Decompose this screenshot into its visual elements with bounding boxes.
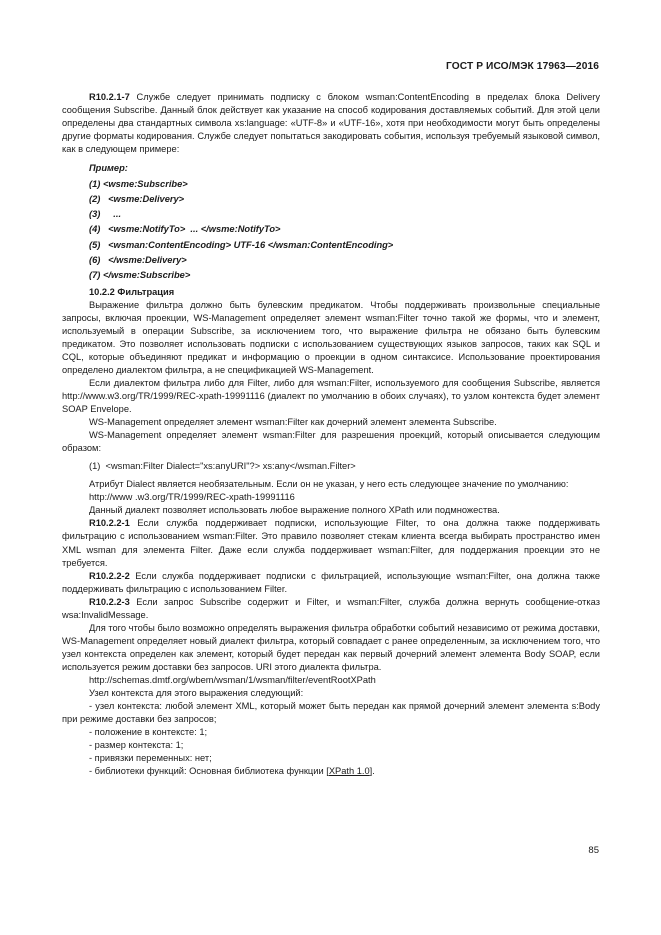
paragraph-r10-2-2-2 [62, 570, 600, 596]
example-line: (2) <wsme:Delivery> [89, 193, 185, 204]
list-item: - привязки переменных: нет; [89, 753, 212, 764]
paragraph-filter-projection: WS-Management определяет элемент wsman:Filter для разрешения проекций, который описывается следующим образом: [62, 430, 600, 454]
paragraph-filter-expression: Выражение фильтра должно быть булевским предикатом. Чтобы поддерживать произвольные специальные запросы, включая проекции, WS-Management определяет элемент wsman:Filter точно такой же формы, что и элемент, используемый в операции Subscribe, за исключением того, что выражение фильтра не обязано быть булевским предикатом. Это позволяет использовать подписки с использованием существующих языков запросов, таких как SQL и CQL, которые объединяют предикат и информацию о проекции в одном синтаксисе. Использование проектирования определено диалектом фильтра, а не спецификацией WS-Management. [62, 299, 600, 375]
document-header: ГОСТ Р ИСО/МЭК 17963—2016 [446, 61, 599, 72]
list-item: - положение в контексте: 1; [89, 727, 208, 738]
paragraph-dialect-xpath: Данный диалект позволяет использовать любое выражение полного XPath или подмножества. [89, 505, 500, 516]
section-heading: 10.2.2 Фильтрация [89, 286, 175, 297]
url-event-root-xpath: http://schemas.dmtf.org/wbem/wsman/1/wsman/filter/eventRootXPath [89, 674, 376, 685]
example-line: (3) ... [89, 209, 122, 220]
example-line: (6) </wsme:Delivery> [89, 255, 187, 266]
list-item [62, 765, 600, 778]
paragraph-text: Если служба поддерживает подписки, использующие Filter, то она должна также поддерживать фильтрацию с использованием wsman:Filter. Это правило позволяет стекам клиента всегда выбирать пространство имен XML wsman для элемента Filter. Даже если служба поддерживает wsman:Filter, для поддержания проекции это не требуется. [62, 518, 600, 568]
example-line: (5) <wsman:ContentEncoding> UTF-16 </wsman:ContentEncoding> [89, 239, 394, 250]
list-item: - узел контекста: любой элемент XML, который может быть передан как прямой дочерний элемент элемента s:Body при режиме доставки без запросов; [62, 701, 600, 725]
example-label: Пример: [89, 163, 128, 174]
paragraph-filter-child: WS-Management определяет элемент wsman:Filter как дочерний элемент элемента Subscribe. [89, 417, 497, 428]
paragraph-r10-2-2-1 [62, 517, 600, 569]
paragraph-r10-2-1-7 [62, 91, 600, 156]
list-item-text: ]. [369, 766, 375, 777]
example-line: (4) <wsme:NotifyTo> ... </wsme:NotifyTo> [89, 224, 281, 235]
requirement-ref: R10.2.2-2 [89, 570, 130, 581]
example-line: (1) <wsme:Subscribe> [89, 178, 188, 189]
paragraph-text: Если служба поддерживает подписки с фильтрацией, использующие wsman:Filter, она должна также поддерживать фильтрацию с использованием Filter. [62, 570, 600, 594]
example-line: (7) </wsme:Subscribe> [89, 270, 191, 281]
paragraph-text: Если запрос Subscribe содержит и Filter, и wsman:Filter, служба должна вернуть сообщение-отказ wsa:InvalidMessage. [62, 596, 600, 620]
code-filter: (1) <wsman:Filter Dialect="xs:anyURI"?> xs:any</wsman.Filter> [89, 461, 356, 472]
paragraph-event-dialect: Для того чтобы было возможно определять выражения фильтра обработки событий независимо от режима доставки, WS-Management определяет новый диалект фильтра, который совпадает с ранее определенным, за исключением того, что узел контекста определен как элемент, который будет передан как первый дочерний элемент элемента Body SOAP, если используется режим доставки без запросов. URI этого диалекта фильтра. [62, 622, 601, 672]
paragraph-r10-2-2-3 [62, 596, 600, 622]
paragraph-context-node: Узел контекста для этого выражения следующий: [89, 688, 304, 699]
list-item-text: - библиотеки функций: Основная библиотека функции [ [89, 766, 329, 777]
paragraph-dialect-context: Если диалектом фильтра либо для Filter, либо для wsman:Filter, используемого для сообщения Subscribe, является http://www.w3.org/TR/1999/REC-xpath-19991116 (диалект по умолчанию в обоих случаях), то узлом контекста будет элемент SOAP Envelope. [62, 377, 600, 415]
requirement-ref: R10.2.2-3 [89, 596, 130, 607]
paragraph-text: Службе следует принимать подписку с блоком wsman:ContentEncoding в пределах блока Delivery сообщения Subscribe. Данный блок действует как указание на способ кодирования доставляемых событий. Для этой цели определены два стандартных символа xs:language: «UTF-8» и «UTF-16», хотя при необходимости могут быть определены другие форматы кодирования. Службе следует попытаться закодировать события, используя требуемый языковой символ, как в следующем примере: [62, 92, 600, 155]
document-body [62, 91, 600, 778]
url-xpath: http://www .w3.org/TR/1999/REC-xpath-19991116 [89, 492, 295, 503]
xpath-reference-link[interactable]: XPath 1.0 [328, 766, 370, 777]
page-number: 85 [588, 845, 599, 856]
requirement-ref: R10.2.2-1 [89, 518, 130, 529]
list-item: - размер контекста: 1; [89, 740, 184, 751]
requirement-ref: R10.2.1-7 [89, 92, 130, 102]
paragraph-dialect-attribute: Атрибут Dialect является необязательным. Если он не указан, у него есть следующее значение по умолчанию: [89, 479, 569, 490]
example-block [62, 161, 600, 283]
